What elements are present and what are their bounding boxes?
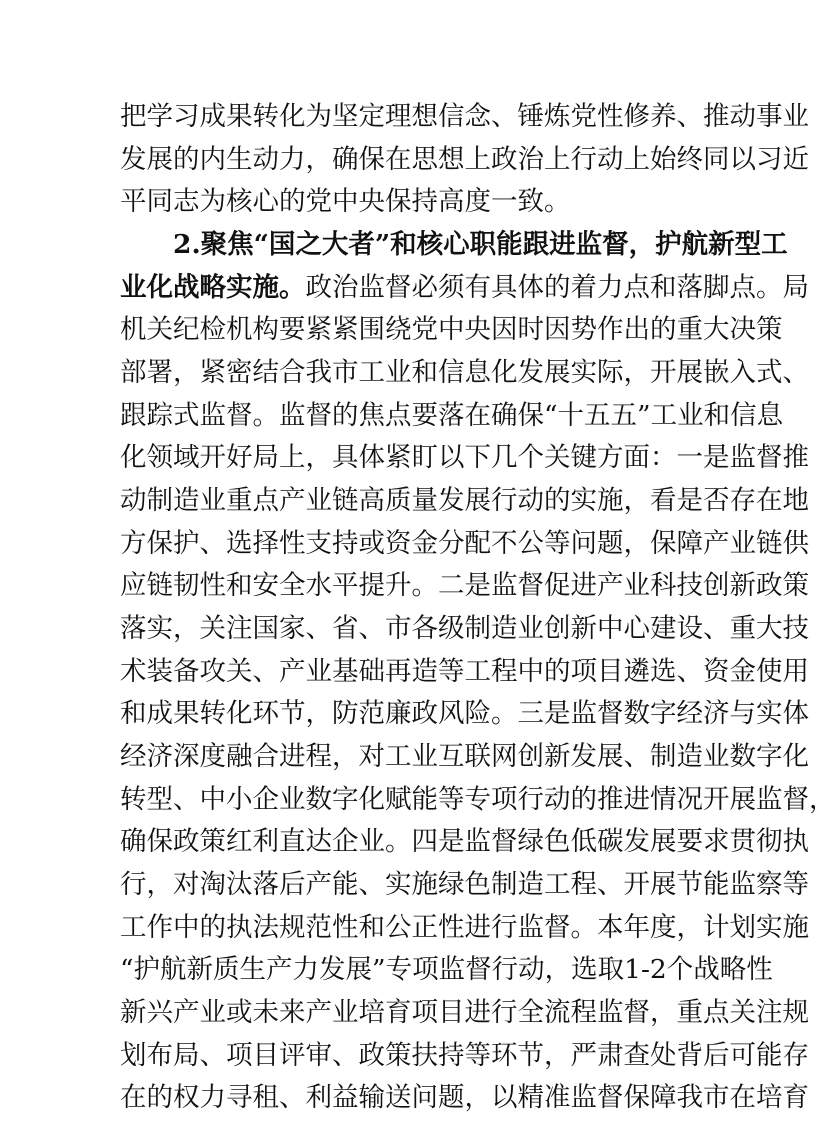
body-text-line: 平同志为核心的党中央保持高度一致。	[120, 186, 571, 217]
body-text-line: 落实，关注国家、省、市各级制造业创新中心建设、重大技	[120, 613, 809, 644]
body-text-line: 跟踪式监督。监督的焦点要落在确保“十五五”工业和信息	[120, 400, 784, 431]
body-text-line: 和成果转化环节，防范廉政风险。三是监督数字经济与实体	[120, 698, 809, 729]
body-text-line: 发展的内生动力，确保在思想上政治上行动上始终同以习近	[120, 144, 809, 175]
section-heading-continuation: 业化战略实施。	[120, 272, 306, 303]
body-text-line: 部署，紧密结合我市工业和信息化发展实际，开展嵌入式、	[120, 357, 809, 388]
body-text-line: 工作中的执法规范性和公正性进行监督。本年度，计划实施	[120, 912, 809, 943]
body-text-line-mixed	[120, 272, 809, 304]
body-text-segment: 政治监督必须有具体的着力点和落脚点。局	[305, 272, 809, 303]
body-text-line: 行，对淘汰落后产能、实施绿色制造工程、开展节能监察等	[120, 869, 809, 900]
body-text-line: 化领域开好局上，具体紧盯以下几个关键方面：一是监督推	[120, 442, 809, 473]
section-heading-line: 2.聚焦“国之大者”和核心职能跟进监督，护航新型工	[173, 229, 788, 260]
body-text-line: 动制造业重点产业链高质量发展行动的实施，看是否存在地	[120, 485, 809, 516]
body-text-line: 机关纪检机构要紧紧围绕党中央因时因势作出的重大决策	[120, 314, 783, 345]
body-text-line: 术装备攻关、产业基础再造等工程中的项目遴选、资金使用	[120, 656, 809, 687]
body-text-line: 在的权力寻租、利益输送问题，以精准监督保障我市在培育	[120, 1082, 809, 1113]
body-text-line: 方保护、选择性支持或资金分配不公等问题，保障产业链供	[120, 528, 809, 559]
body-text-line: 应链韧性和安全水平提升。二是监督促进产业科技创新政策	[120, 570, 809, 601]
body-text-line: 经济深度融合进程，对工业互联网创新发展、制造业数字化	[120, 741, 809, 772]
body-text-line: 转型、中小企业数字化赋能等专项行动的推进情况开展监督，	[120, 784, 836, 815]
body-text-line: 新兴产业或未来产业培育项目进行全流程监督，重点关注规	[120, 997, 809, 1028]
body-text-line: 确保政策红利直达企业。四是监督绿色低碳发展要求贯彻执	[120, 826, 809, 857]
body-text-line: 划布局、项目评审、政策扶持等环节，严肃查处背后可能存	[120, 1040, 809, 1071]
body-text-line: “护航新质生产力发展”专项监督行动，选取1-2个战略性	[120, 954, 773, 985]
body-text-line: 把学习成果转化为坚定理想信念、锤炼党性修养、推动事业	[120, 101, 809, 132]
